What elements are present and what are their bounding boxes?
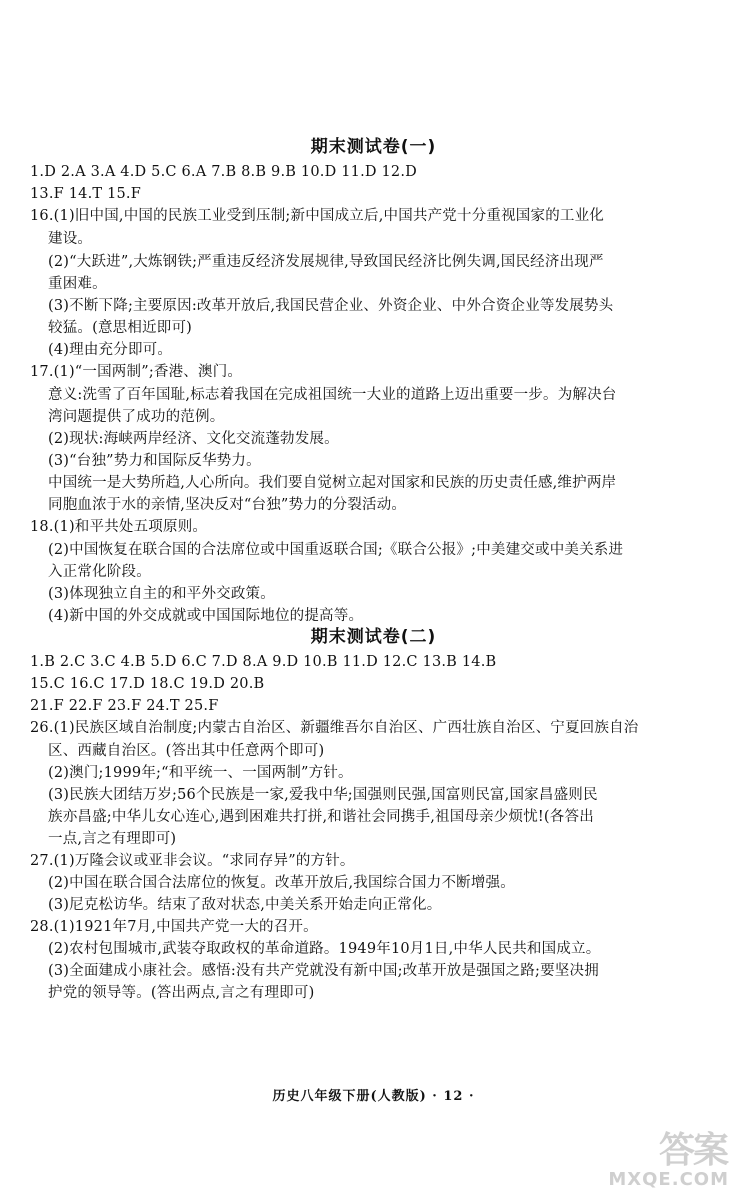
answer-line: 湾问题提供了成功的范例。: [48, 409, 225, 425]
section-title-1: 期末测试卷(一): [310, 137, 437, 157]
answer-line: (2)“大跃进”,大炼钢铁;严重违反经济发展规律,导致国民经济比例失调,国民经济出现严: [48, 254, 604, 270]
answer-line: (4)理由充分即可。: [48, 342, 173, 358]
answer-line: (3)全面建成小康社会。感悟:没有共产党就没有新中国;改革开放是强国之路;要坚决拥: [48, 963, 599, 979]
watermark-logo-text: 答案: [658, 1130, 727, 1171]
answer-line: (2)现状:海峡两岸经济、文化交流蓬勃发展。: [48, 431, 339, 447]
answer-line: 16.(1)旧中国,中国的民族工业受到压制;新中国成立后,中国共产党十分重视国家的工业化: [30, 208, 604, 224]
answer-line: (3)不断下降;主要原因:改革开放后,我国民营企业、外资企业、中外合资企业等发展势头: [48, 298, 614, 314]
answer-line: (3)民族大团结万岁;56个民族是一家,爱我中华;国强则民强,国富则民富,国家昌盛则民: [48, 787, 598, 803]
answer-line: 较猛。(意思相近即可): [48, 320, 193, 336]
answer-line: (2)农村包围城市,武装夺取政权的革命道路。1949年10月1日,中华人民共和国成立。: [48, 941, 601, 957]
answer-line: 28.(1)1921年7月,中国共产党一大的召开。: [30, 919, 318, 935]
answer-line: 15.C 16.C 17.D 18.C 19.D 20.B: [30, 676, 265, 692]
answer-line: 重困难。: [48, 276, 107, 292]
answer-line: 同胞血浓于水的亲情,坚决反对“台独”势力的分裂活动。: [48, 497, 407, 513]
answer-line: 18.(1)和平共处五项原则。: [30, 519, 208, 535]
answer-line: 13.F 14.T 15.F: [30, 186, 141, 202]
site-watermark: [605, 1118, 733, 1190]
answer-line: 27.(1)万隆会议或亚非会议。“求同存异”的方针。: [30, 853, 355, 869]
answer-line: 21.F 22.F 23.F 24.T 25.F: [30, 698, 219, 714]
answer-line: 1.B 2.C 3.C 4.B 5.D 6.C 7.D 8.A 9.D 10.B 11.D 12.C 13.B 14.B: [30, 654, 497, 670]
answer-line: 17.(1)“一国两制”;香港、澳门。: [30, 364, 243, 380]
answer-line: 意义:洗雪了百年国耻,标志着我国在完成祖国统一大业的道路上迈出重要一步。为解决台: [48, 387, 617, 403]
answer-line: 族亦昌盛;中华儿女心连心,遇到困难共打拼,和谐社会同携手,祖国母亲少烦忧!(各答出: [48, 809, 594, 825]
section-title-2: 期末测试卷(二): [310, 627, 437, 647]
watermark-url: MXQE.COM: [608, 1169, 729, 1190]
answer-line: 26.(1)民族区域自治制度;内蒙古自治区、新疆维吾尔自治区、广西壮族自治区、宁夏回族自治: [30, 720, 639, 736]
page-footer: 历史八年级下册(人教版) · 12 ·: [272, 1089, 475, 1104]
answer-line: (2)中国在联合国合法席位的恢复。改革开放后,我国综合国力不断增强。: [48, 875, 515, 891]
answer-line: (4)新中国的外交成就或中国国际地位的提高等。: [48, 608, 364, 624]
answer-line: 护党的领导等。(答出两点,言之有理即可): [48, 985, 315, 1001]
answer-line: 区、西藏自治区。(答出其中任意两个即可): [48, 743, 325, 759]
answer-line: (3)体现独立自主的和平外交政策。: [48, 586, 275, 602]
answer-line: (2)澳门;1999年;“和平统一、一国两制”方针。: [48, 765, 353, 781]
answer-line: 1.D 2.A 3.A 4.D 5.C 6.A 7.B 8.B 9.B 10.D 11.D 12.D: [30, 164, 417, 180]
answer-line: (3)尼克松访华。结束了敌对状态,中美关系开始走向正常化。: [48, 897, 442, 913]
answer-line: 一点,言之有理即可): [48, 831, 177, 847]
answer-line: 建设。: [48, 231, 93, 247]
answer-line: (2)中国恢复在联合国的合法席位或中国重返联合国;《联合公报》;中美建交或中美关系进: [48, 542, 624, 558]
answer-line: 中国统一是大势所趋,人心所向。我们要自觉树立起对国家和民族的历史责任感,维护两岸: [48, 475, 617, 491]
answer-line: (3)“台独”势力和国际反华势力。: [48, 453, 261, 469]
answer-line: 入正常化阶段。: [48, 564, 151, 580]
